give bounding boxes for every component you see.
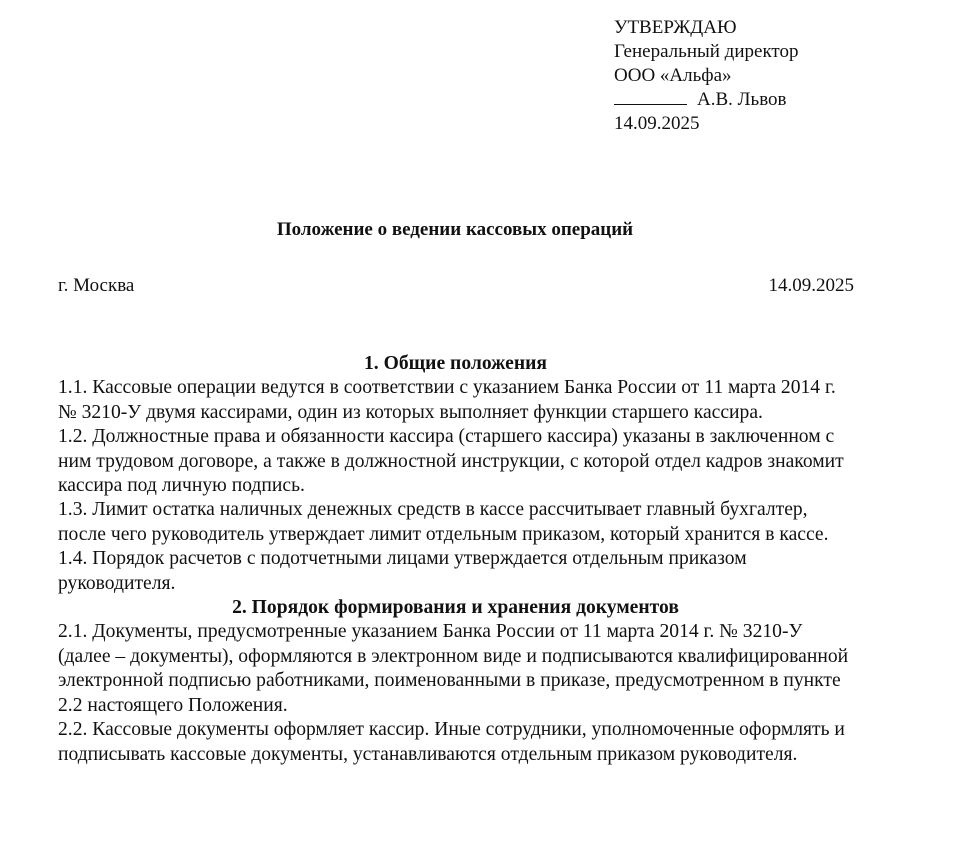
signature-blank xyxy=(614,88,687,105)
approval-position: Генеральный директор xyxy=(614,41,799,62)
paragraph-1-2: 1.2. Должностные права и обязанности кассира (старшего кассира) указаны в заключенном с ним трудовом договоре, а также в должностной инструкции, с которой отдел кадров знакомит кассира под личную подпись. xyxy=(58,426,844,497)
section-heading: 1. Общие положения xyxy=(363,353,547,374)
approval-date: 14.09.2025 xyxy=(614,113,700,134)
section-heading: 2. Порядок формирования и хранения документов xyxy=(232,597,679,619)
paragraph-2-2: 2.2. Кассовые документы оформляет кассир. Иные сотрудники, уполномоченные оформлять и подписывать кассовые документы, устанавливаются отдельным приказом руководителя. xyxy=(58,719,845,765)
paragraph-1-1: 1.1. Кассовые операции ведутся в соответствии с указанием Банка России от 11 марта 2014 г. № 3210-У двумя кассирами, один из которых выполняет функции старшего кассира. xyxy=(58,377,836,423)
document-title: Положение о ведении кассовых операций xyxy=(276,219,634,240)
approval-company: ООО «Альфа» xyxy=(614,65,732,86)
document-city: г. Москва xyxy=(58,275,135,296)
approval-signature-line xyxy=(614,88,934,112)
approval-title: УТВЕРЖДАЮ xyxy=(614,17,737,38)
place-date-row xyxy=(58,274,854,298)
paragraph-1-3: 1.3. Лимит остатка наличных денежных средств в кассе рассчитывает главный бухгалтер, после чего руководитель утверждает лимит отдельным приказом, который хранится в кассе. xyxy=(58,499,829,545)
paragraph-1-4: 1.4. Порядок расчетов с подотчетными лицами утверждается отдельным приказом руководителя. xyxy=(58,548,747,594)
paragraph-2-1: 2.1. Документы, предусмотренные указанием Банка России от 11 марта 2014 г. № 3210-У (далее – документы), оформляются в электронном виде и подписываются квалифицированной электронной подписью работниками, поименованными в приказе, предусмотренном в пункте 2.2 настоящего Положения. xyxy=(58,621,849,716)
approval-block xyxy=(614,16,934,136)
document-date: 14.09.2025 xyxy=(768,275,854,296)
document-body xyxy=(58,352,858,767)
approval-signer: А.В. Львов xyxy=(697,89,787,110)
